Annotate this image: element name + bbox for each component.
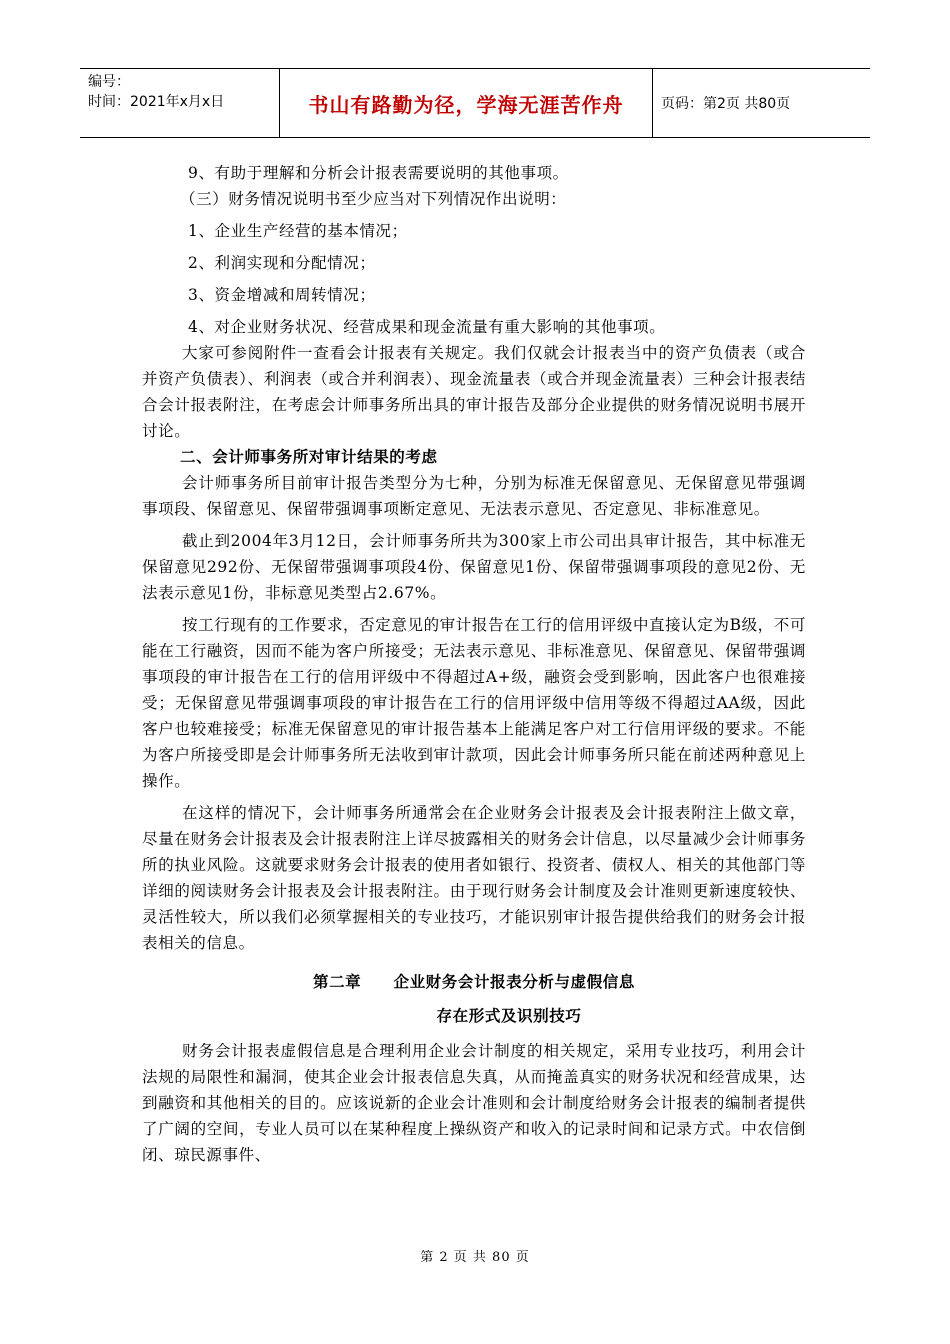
list-item: 9、有助于理解和分析会计报表需要说明的其他事项。: [188, 164, 569, 182]
list-item: 4、对企业财务状况、经营成果和现金流量有重大影响的其他事项。: [188, 318, 666, 336]
document-date-label: 时间：2021年x月x日: [88, 94, 225, 110]
paragraph: 在这样的情况下，会计师事务所通常会在企业财务会计报表及会计报表附注上做文章，尽量在财务会计报表及会计报表附注上详尽披露相关的财务会计信息，以尽量减少会计师事务所的执业风险。这就要求财务会计报表的使用者如银行、投资者、债权人、相关的其他部门等详细的阅读财务会计报表及会计报表附注。由于现行财务会计制度及会计准则更新速度较快、灵活性较大，所以我们必须掌握相关的专业技巧，才能识别审计报告提供给我们的财务会计报表相关的信息。: [142, 804, 806, 952]
document-body: [142, 160, 806, 1168]
list-item: 1、企业生产经营的基本情况；: [188, 222, 408, 240]
list-item: 3、资金增减和周转情况；: [188, 286, 376, 304]
header-meta: [80, 69, 280, 137]
header-motto: 书山有路勤为径，学海无涯苦作舟: [280, 69, 653, 137]
paragraph: 按工行现有的工作要求，否定意见的审计报告在工行的信用评级中直接认定为B级，不可能在工行融资，因而不能为客户所接受；无法表示意见、非标准意见、保留意见、保留带强调事项段的审计报告在工行的信用评级中不得超过A+级，融资会受到影响，因此客户也很难接受；无保留意见带强调事项段的审计报告在工行的信用评级中信用等级不得超过AA级，因此客户也较难接受；标准无保留意见的审计报告基本上能满足客户对工行信用评级的要求。不能为客户所接受即是会计师事务所无法收到审计款项，因此会计师事务所只能在前述两种意见上操作。: [142, 616, 806, 790]
paragraph: 会计师事务所目前审计报告类型分为七种，分别为标准无保留意见、无保留意见带强调事项段、保留意见、保留带强调事项断定意见、无法表示意见、否定意见、非标准意见。: [142, 474, 806, 518]
page-header: [80, 68, 870, 138]
header-page-info: 页码：第2页 共80页: [661, 96, 791, 112]
paragraph: 大家可参阅附件一查看会计报表有关规定。我们仅就会计报表当中的资产负债表（或合并资产负债表）、利润表（或合并利润表）、现金流量表（或合并现金流量表）三种会计报表结合会计报表附注，在考虑会计师事务所出具的审计报告及部分企业提供的财务情况说明书展开讨论。: [142, 344, 806, 440]
document-number-label: 编号：: [88, 74, 130, 90]
list-item: 2、利润实现和分配情况；: [188, 254, 376, 272]
paragraph: 截止到2004年3月12日，会计师事务所共为300家上市公司出具审计报告，其中标准无保留意见292份、无保留带强调事项段4份、保留意见1份、保留带强调事项段的意见2份、无法表示意见1份，非标意见类型占2.67%。: [142, 532, 806, 602]
page-footer: 第 2 页 共 80 页: [420, 1250, 530, 1265]
chapter-subtitle: 存在形式及识别技巧: [436, 1006, 582, 1025]
section-heading: 二、会计师事务所对审计结果的考虑: [180, 447, 438, 466]
subsection-heading: （三）财务情况说明书至少应当对下列情况作出说明：: [180, 190, 567, 208]
chapter-title: 第二章 企业财务会计报表分析与虚假信息: [312, 972, 635, 991]
paragraph: 财务会计报表虚假信息是合理利用企业会计制度的相关规定，采用专业技巧，利用会计法规的局限性和漏洞，使其企业会计报表信息失真，从而掩盖真实的财务状况和经营成果，达到融资和其他相关的目的。应该说新的企业会计准则和会计制度给财务会计报表的编制者提供了广阔的空间，专业人员可以在某种程度上操纵资产和收入的记录时间和记录方式。中农信倒闭、琼民源事件、: [142, 1042, 806, 1164]
